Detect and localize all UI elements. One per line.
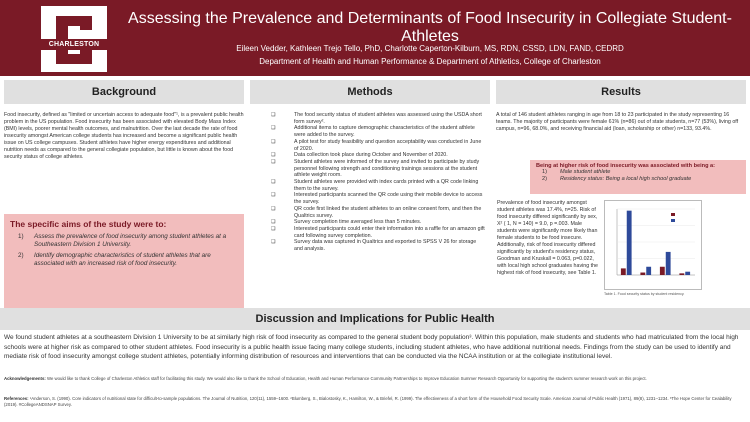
- aims-title: The specific aims of the study were to:: [10, 219, 167, 229]
- methods-item: ❑ Additional items to capture demographic characteristics of the student athlete were added to the survey.: [268, 125, 486, 138]
- risk-item: 1) Male student athlete: [542, 169, 611, 175]
- chart-caption: Table 1. Food security status by student residency.: [604, 292, 685, 296]
- aims-list: [10, 233, 238, 268]
- acknowledgements: [4, 376, 746, 382]
- chart-bar: [640, 273, 645, 275]
- checkbox-icon: ❑: [271, 239, 276, 246]
- background-heading: Background: [4, 80, 244, 104]
- methods-item: ❑ A pilot test for study feasibility and question acceptability was conducted in June of 2020.: [268, 139, 486, 152]
- methods-item: ❑ Survey data was captured in Qualtrics and exported to SPSS V 26 for storage and analysis.: [268, 239, 486, 252]
- chart-bar: [621, 268, 626, 275]
- aim-item: 1) Assess the prevalence of food insecurity among student athletes at a Southeastern Division 1 University.: [18, 233, 227, 248]
- residency-chart: [604, 200, 702, 290]
- poster-authors: Eileen Vedder, Kathleen Trejo Tello, PhD, Charlotte Caperton-Kilburn, MS, RDN, CSSD, LDN, FAND, CEDRD: [236, 44, 624, 53]
- aim-item: 2) Identify demographic characteristics of student athletes that are associated with an increased risk of food insecurity.: [18, 252, 211, 267]
- legend-swatch: [671, 219, 675, 222]
- legend-swatch: [671, 213, 675, 216]
- methods-item: ❑ The food security status of student athletes was assessed using the USDA short form survey².: [268, 112, 486, 125]
- checkbox-icon: ❑: [271, 192, 276, 199]
- methods-item: ❑ Survey completion time averaged less than 5 minutes.: [268, 219, 486, 226]
- results-heading: Results: [496, 80, 746, 104]
- checkbox-icon: ❑: [271, 125, 276, 132]
- risk-list: [536, 169, 740, 183]
- methods-item: ❑ Interested participants could enter their information into a raffle for an amazon gift card following survey completion.: [268, 226, 486, 239]
- checkbox-icon: ❑: [271, 138, 276, 145]
- chart-bar: [666, 252, 671, 275]
- methods-item: ❑ Interested participants scanned the QR code using their mobile device to access the survey.: [268, 192, 486, 205]
- checkbox-icon: ❑: [271, 179, 276, 186]
- risk-item: 2) Residency status: Being a local high school graduate: [542, 176, 692, 182]
- checkbox-icon: ❑: [271, 225, 276, 232]
- methods-heading: Methods: [250, 80, 490, 104]
- chart-bar: [679, 273, 684, 275]
- logo-text: CHARLESTON: [41, 39, 107, 50]
- discussion-text: We found student athletes at a southeastern Division 1 University to be at similarly high risk of food insecurity as compared to the general student body population³. Within this population, male students and students who had matriculated from the local high schools were at higher risk as compared to other student athletes. Food insecurity is a public health issue facing many college students, including student athletes, who have additional nutritional needs. Findings from the study can be used to identify and mediate risk of food insecurity amongst college student athletes, potentially informing distribution of resources and interventions that can be conducted via the NCAA institution or at the collegiate institutional level.: [4, 334, 739, 360]
- methods-item: ❑ Data collection took place during October and November of 2020.: [268, 152, 486, 159]
- results-risk-box: [530, 160, 746, 194]
- checkbox-icon: ❑: [271, 152, 276, 159]
- ack-text: We would like to thank College of Charleston Athletics staff for facilitating this study. We would also like to thank the School of Education, Health and Human Performance Community Partnerships to Improve Education Summer Research Opportunity for supporting the student's summer research work on this project.: [47, 376, 647, 381]
- checkbox-icon: ❑: [271, 112, 276, 118]
- references: [4, 396, 746, 407]
- chart-bar: [685, 272, 690, 275]
- ack-label: Acknowledgements:: [4, 376, 46, 381]
- refs-label: References:: [4, 396, 29, 401]
- background-text: Food insecurity, defined as "limited or uncertain access to adequate food"¹, is a prevalent public health problem in the US population. Food insecurity has been associated with elevated Body Mass Index (BMI) levels, poorer mental health outcomes, and malnutrition. Over the last decade the rate of food insecurity amongst American college students has increased and become a significant public health issue on US college campuses. Student athletes have higher energy expenditures and additional nutrition needs as compared to the general collegiate population, but little is known about the food security status of college athletes.: [4, 112, 244, 160]
- chart-bar: [627, 211, 632, 275]
- results-detail: Prevalence of food insecurity amongst student athletes was 17.4%, n=25. Risk of food insecurity differed significantly by sex, X² ( 1, N = 140) = 9.0, p =.003. Male students were significantly more likely than female students to be food insecure. Additionally, risk of food insecurity differed significantly by student's residency status, Goodman and Kruskall = 0.063, p=0.022, with local high school graduates having the highest risk of food insecurity, see Table 1.: [497, 200, 599, 276]
- residency-bar-chart: [605, 201, 701, 289]
- checkbox-icon: ❑: [271, 219, 276, 226]
- refs-text: ¹Anderson, S. (1990). Core indicators of nutritional state for difficult-to-sample populations. The Journal of Nutrition, 120(11), 1559–1600. ²Blumberg, S., Bialostosky, K., Hamilton, W., & Briefel, R. (1999). The effectiveness of a short form of the Household Food Security Scale. American Journal of Public Health (1971), 89(8), 1231–1234. ³The Hope Center for Cealability (2019). #CollegeANDSNAP Survey.: [4, 396, 732, 407]
- risk-box-title: Being at higher risk of food insecurity was associated with being a:: [536, 163, 716, 169]
- chart-bar: [660, 267, 665, 275]
- discussion-heading: Discussion and Implications for Public Health: [0, 308, 750, 330]
- results-intro: A total of 146 student athletes ranging in age from 18 to 23 participated in the study representing 16 teams. The majority of participants were female 61% (n=86) out of state students, n=77 (53%), living off campus, n=96, 68.0%, and receiving financial aid (loan, scholarship or other) n=133, 93.4%.: [496, 112, 739, 132]
- methods-list: [268, 112, 486, 253]
- charleston-logo: [41, 6, 107, 72]
- poster-header: [0, 0, 750, 76]
- checkbox-icon: ❑: [271, 205, 276, 212]
- methods-item: ❑ QR code first linked the student athletes to an online consent form, and then the Qualtrics survey.: [268, 206, 486, 219]
- poster-title: Assessing the Prevalence and Determinants of Food Insecurity in Collegiate Student-Athletes: [128, 10, 732, 45]
- methods-item: ❑ Student athletes were informed of the survey and invited to participate by study personnel following strength and conditioning trainings sessions at the student athlete weight room.: [268, 159, 486, 179]
- chart-bar: [646, 267, 651, 275]
- methods-item: ❑ Student athletes were provided with index cards printed with a QR code linking them to the survey.: [268, 179, 486, 192]
- checkbox-icon: ❑: [271, 158, 276, 165]
- poster-department: Department of Health and Human Performance & Department of Athletics, College of Charleston: [259, 57, 601, 66]
